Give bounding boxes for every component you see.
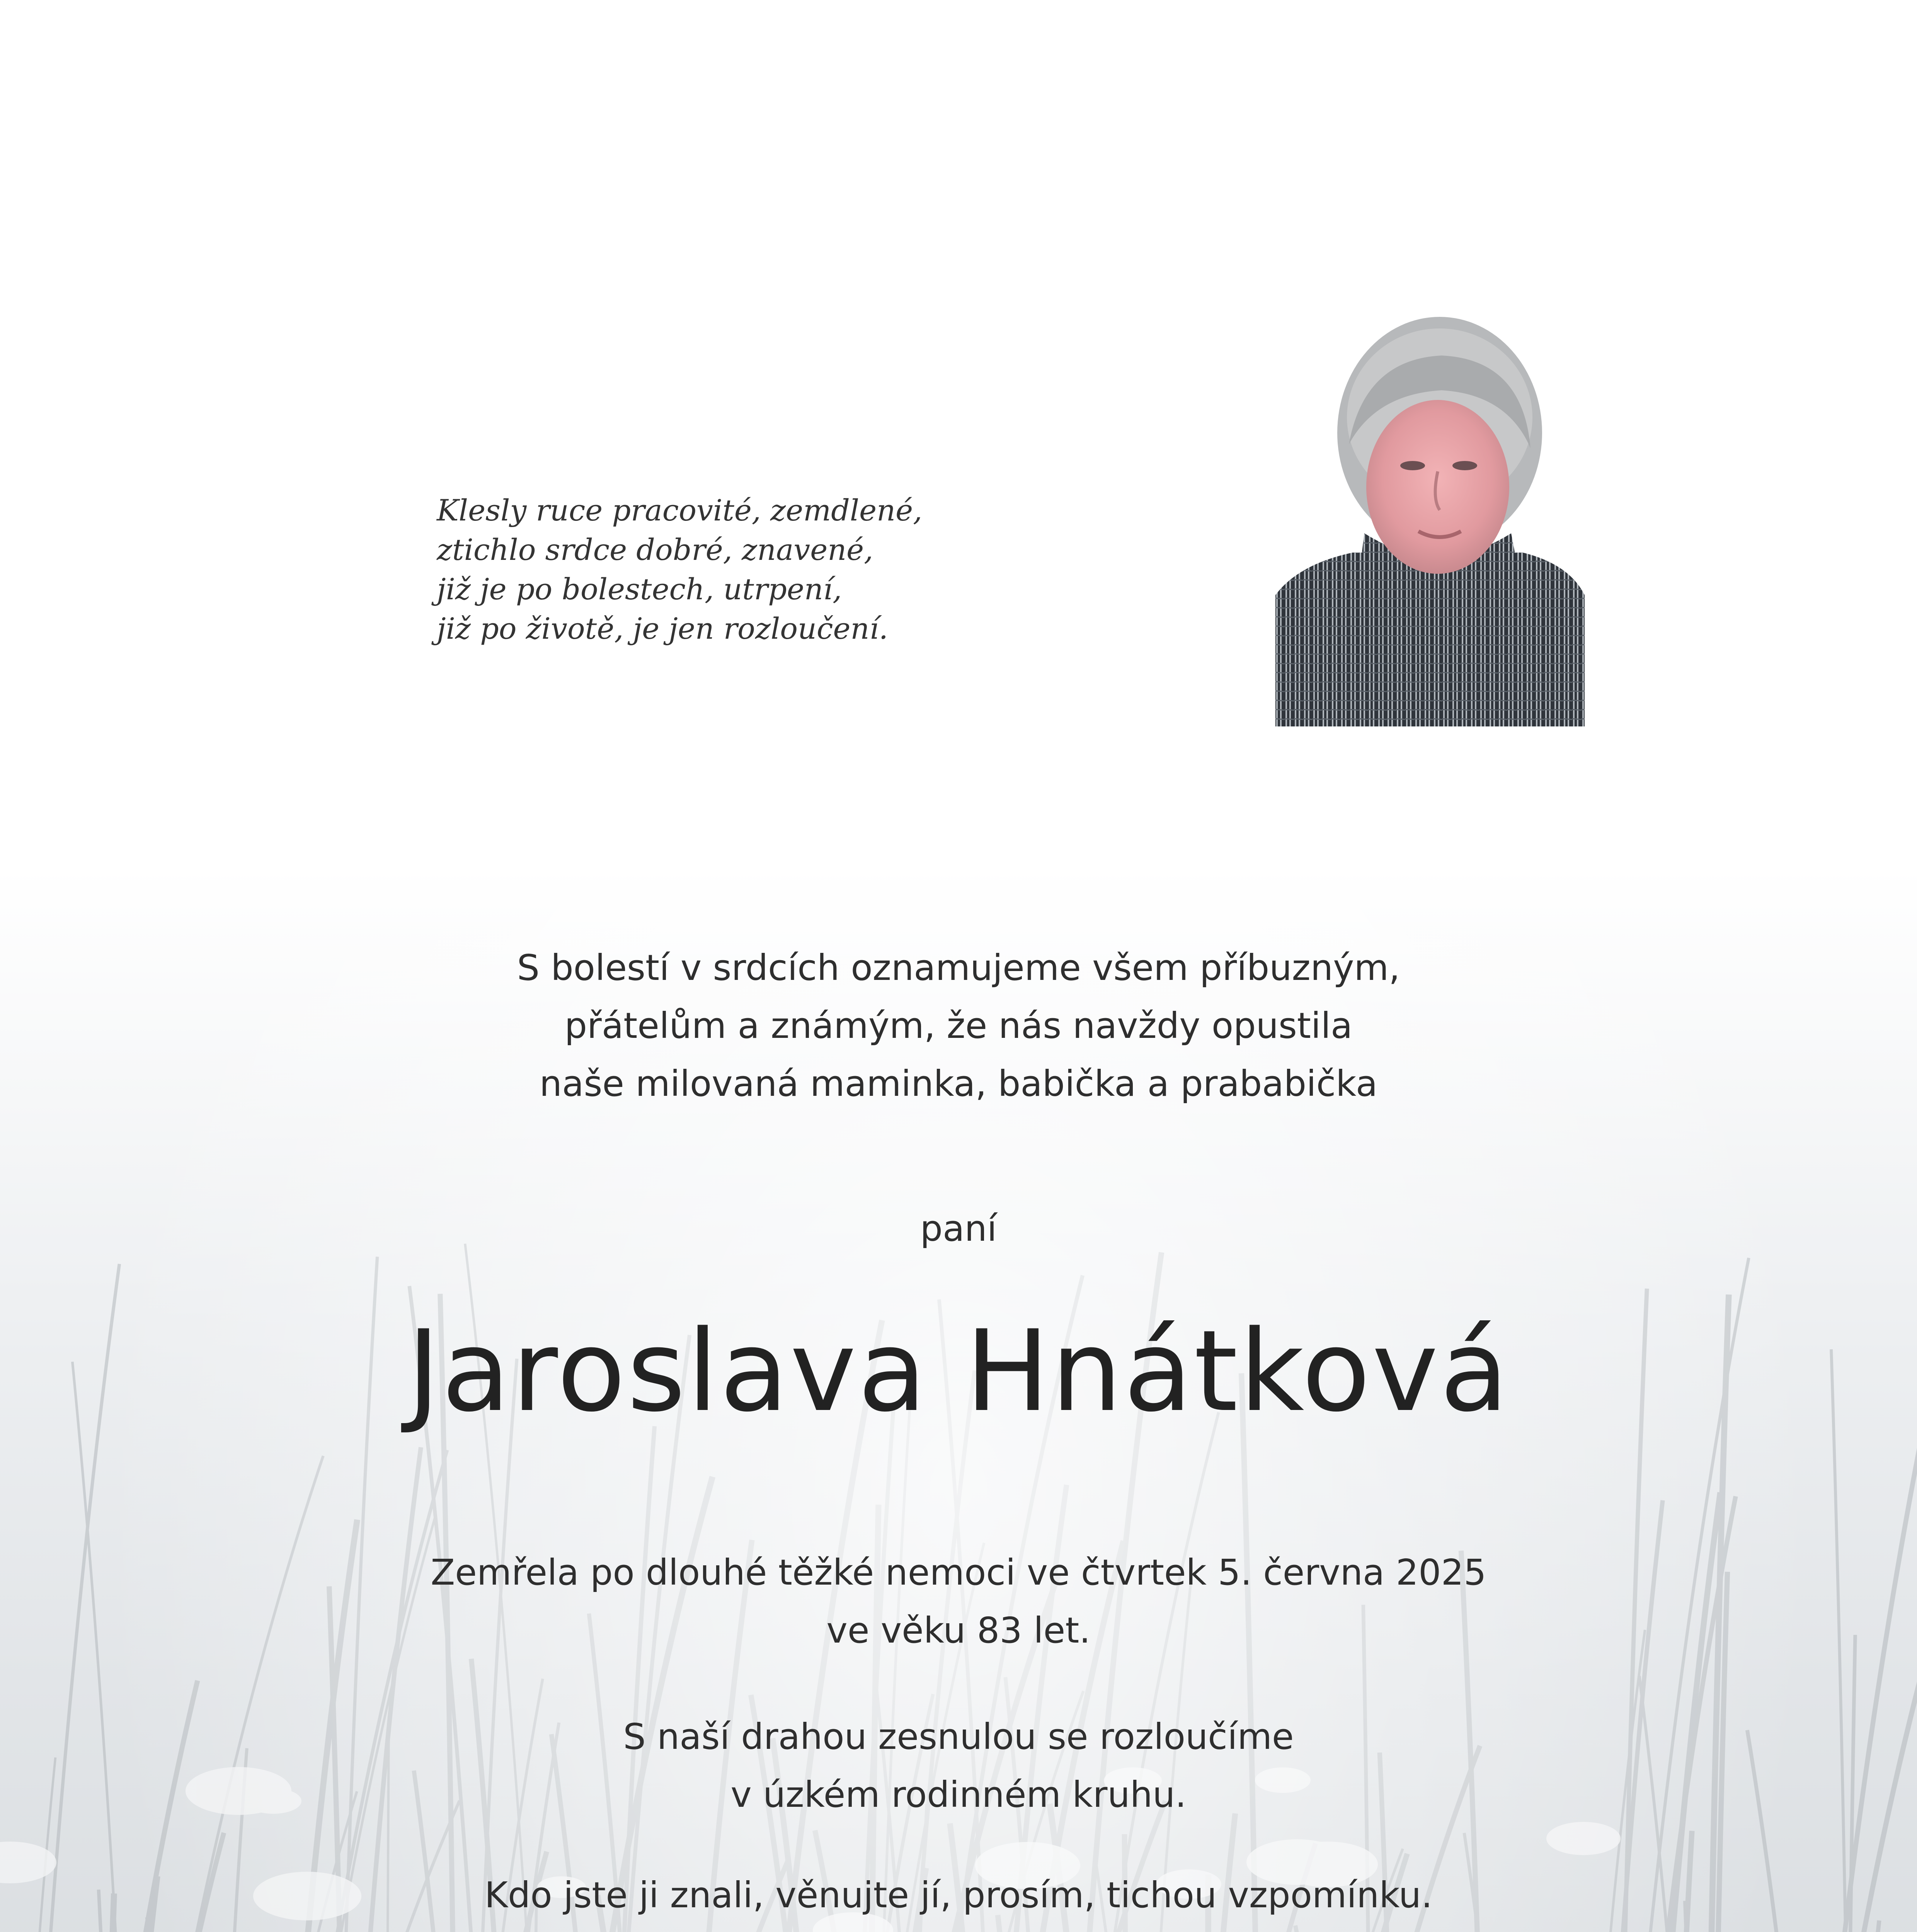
- death-line: ve věku 83 let.: [826, 1610, 1091, 1651]
- poem-line: Klesly ruce pracovité, zemdlené,: [437, 493, 923, 527]
- announcement-line: S bolestí v srdcích oznamujeme všem příbuzným,: [517, 947, 1400, 988]
- poem-line: ztichlo srdce dobré, znavené,: [437, 532, 873, 567]
- farewell-line: v úzkém rodinném kruhu.: [730, 1774, 1187, 1815]
- remembrance-request: Kdo jste ji znali, věnujte jí, prosím, tichou vzpomínku.: [484, 1874, 1433, 1916]
- farewell-line: S naší drahou zesnulou se rozloučíme: [623, 1716, 1294, 1757]
- deceased-name: Jaroslava Hnátková: [407, 1306, 1510, 1437]
- honorific: paní: [920, 1208, 997, 1249]
- poem-line: již po životě, je jen rozloučení.: [437, 611, 888, 646]
- death-notice: [0, 1544, 1917, 1660]
- announcement-line: přátelům a známým, že nás navždy opustila: [564, 1005, 1353, 1046]
- poem-line: již je po bolestech, utrpení,: [437, 572, 842, 606]
- poem: [437, 491, 978, 648]
- farewell-notice: [0, 1708, 1917, 1824]
- announcement: [0, 939, 1917, 1113]
- death-line: Zemřela po dlouhé těžké nemoci ve čtvrtek 5. června 2025: [431, 1552, 1486, 1593]
- announcement-line: naše milovaná maminka, babička a prababička: [539, 1063, 1378, 1104]
- portrait-photo: [1275, 317, 1585, 726]
